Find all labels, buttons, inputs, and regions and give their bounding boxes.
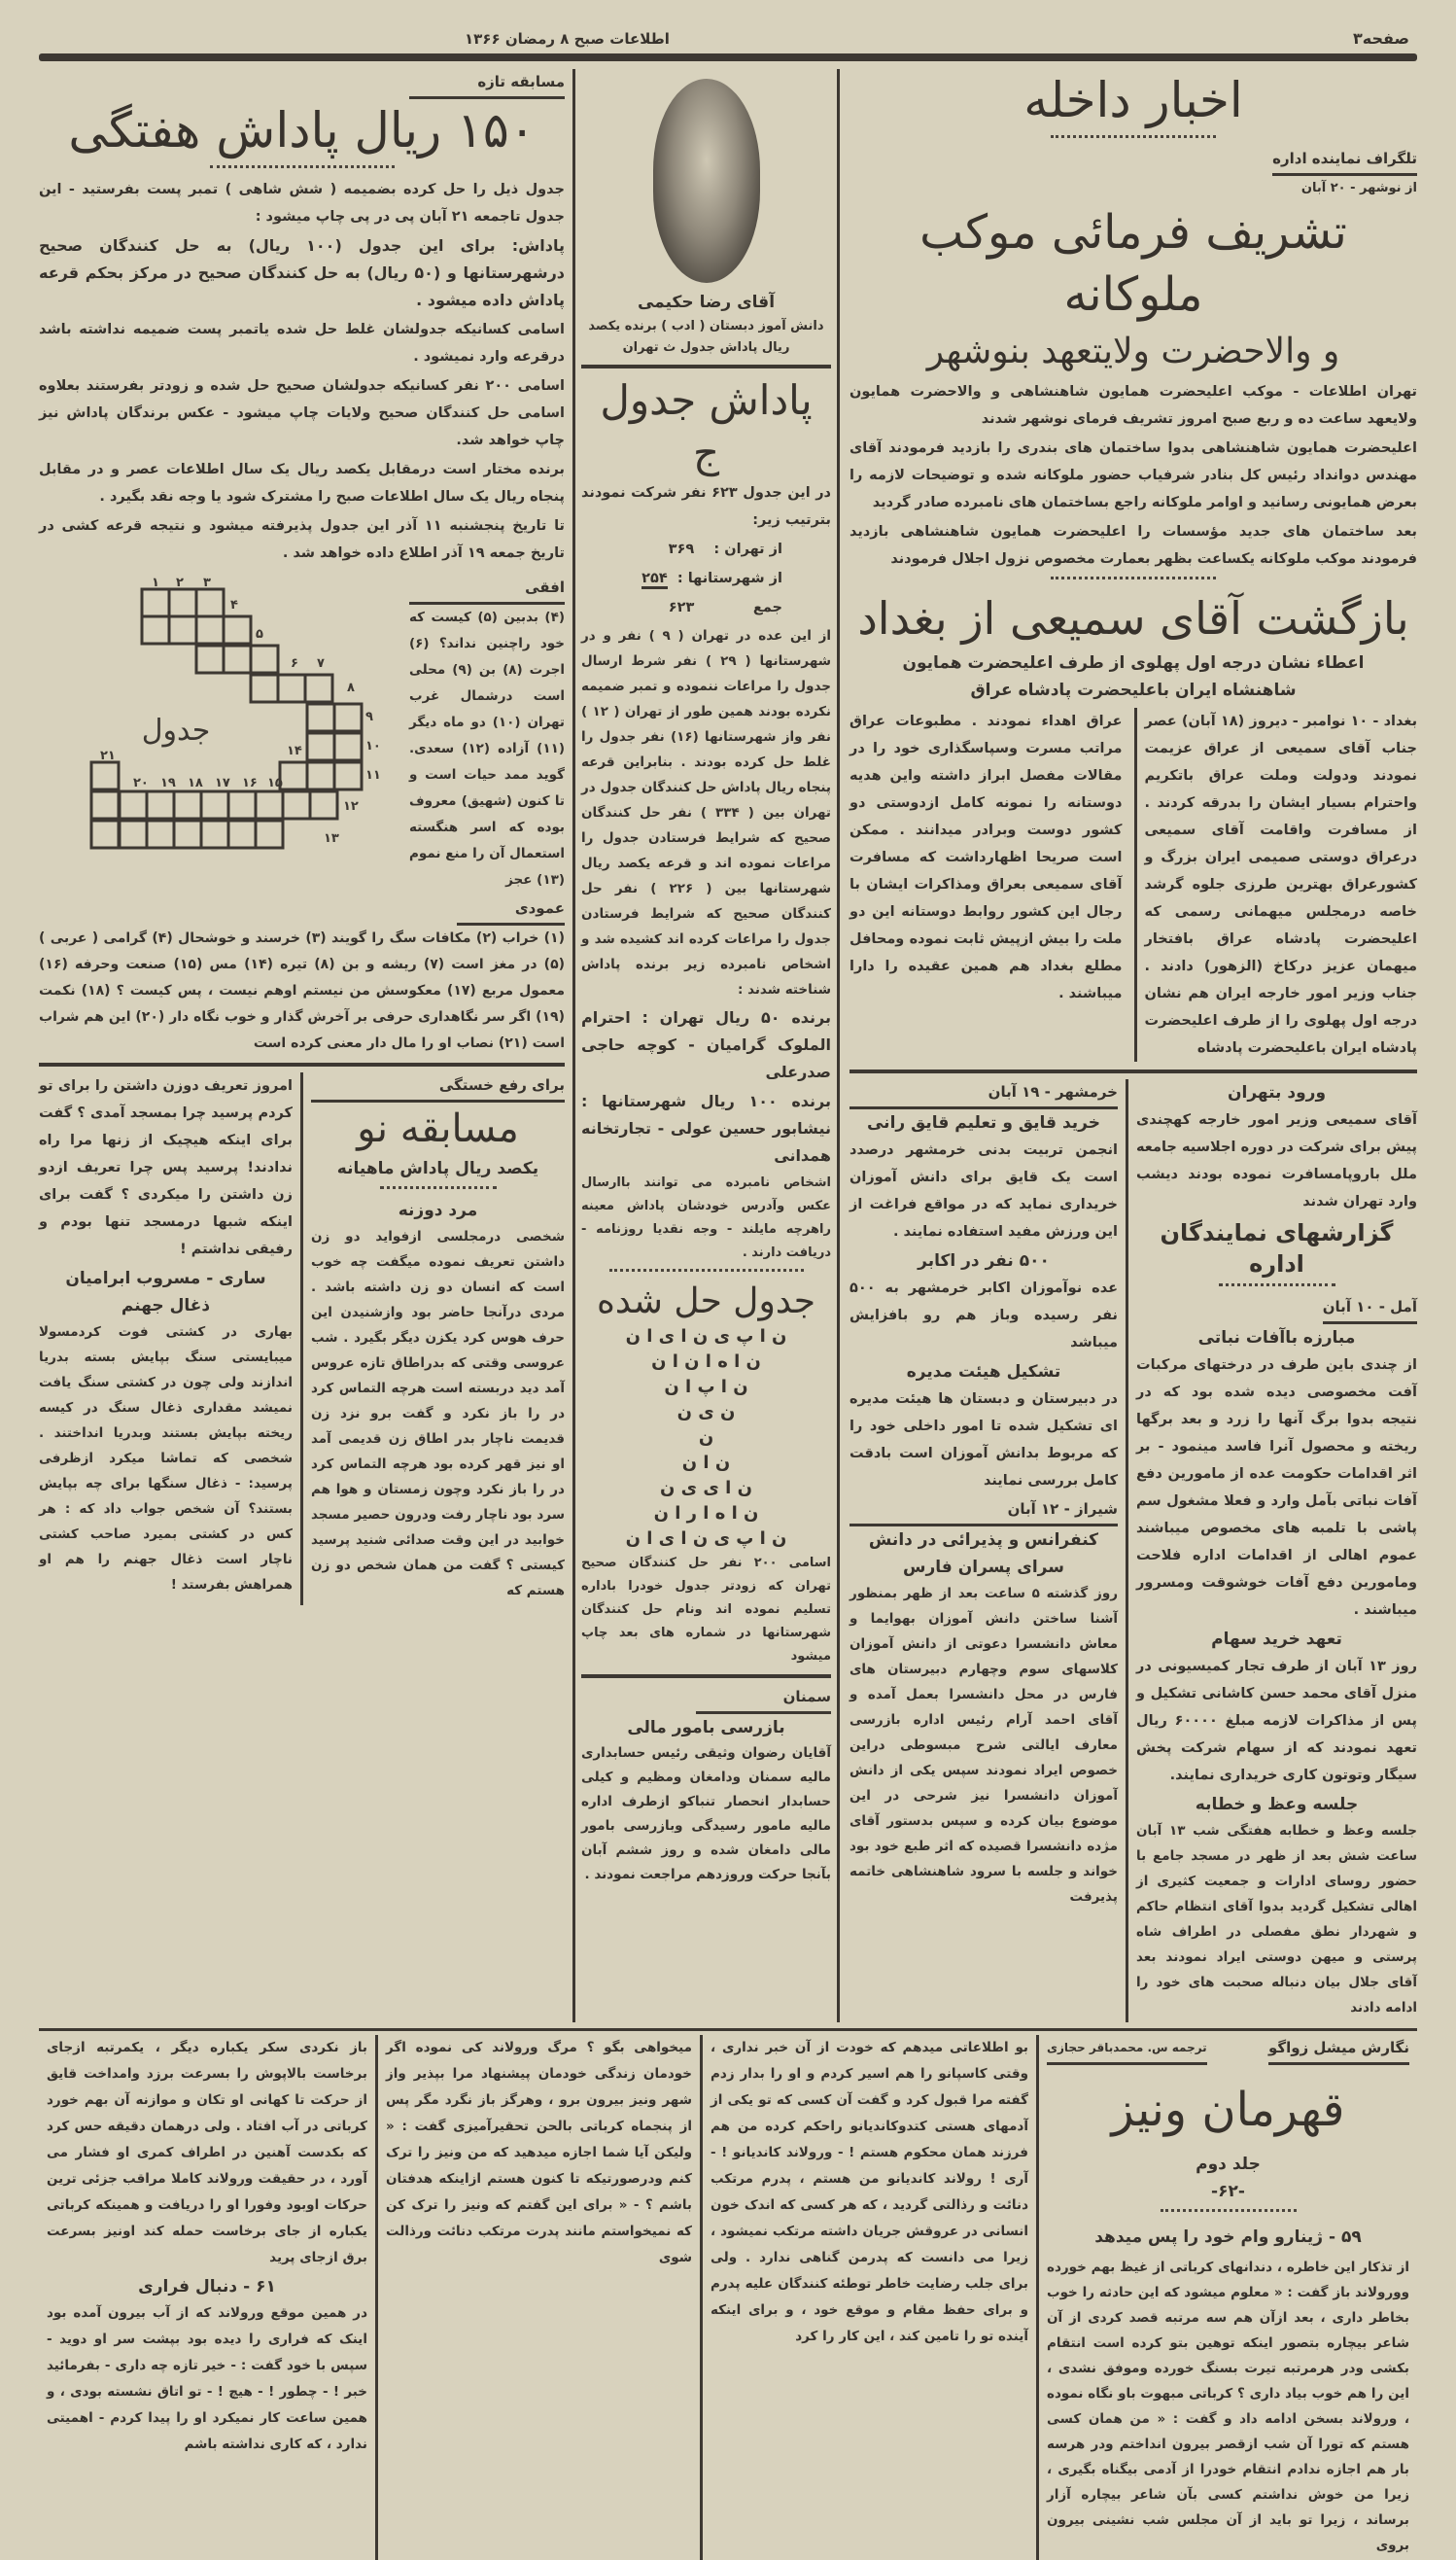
winner: برنده ۵۰ ریال تهران : احترام الملوک گرامیان - کوچه حاجی صدرعلی xyxy=(581,1008,831,1081)
photo-caption: دانش آموز دبستان ( ادب ) برنده یکصد ریال پاداش جدول ث تهران xyxy=(588,319,824,355)
reports-column xyxy=(1126,1079,1417,2022)
headline: ۵۰۰ نفر در اکابر xyxy=(918,1251,1050,1271)
dateline: از نوشهر - ۲۰ آبان xyxy=(1300,181,1417,195)
ornament-rule xyxy=(1161,2209,1297,2212)
article-column: عراق اهداء نمودند . مطبوعات عراق مراتب مسرت وسپاسگذاری خود را در مقالات مفصل ابراز داشته واین هدیه دوستانه را نمونه کامل ازدوستی دو کشور دوست وبرادر میدانند . ممکن است صریحا اظهارداشت که مسافرت آقای سمیعی بعراق ومذاکرات ایشان با رجال این کشور روابط دوستانه این دو ملت را بیش ازپیش ثابت نموده ومحافل مطلع بغداد هم همین عقیده را دارا میباشند . xyxy=(849,714,1123,1001)
provinces-column xyxy=(849,1079,1126,2022)
headline: تشریف فرمائی موکب ملوکانه xyxy=(919,205,1347,322)
crossword-cell xyxy=(142,589,169,616)
crossword-cell xyxy=(307,762,334,789)
headline: تعهد خرید سهام xyxy=(1211,1630,1342,1649)
divider xyxy=(581,1674,831,1678)
crossword-cell xyxy=(334,704,362,731)
dateline: خرمشهر - ۱۹ آبان xyxy=(849,1079,1118,1109)
new-contest xyxy=(300,1072,565,1605)
rule-paragraph: اسامی ۲۰۰ نفر کسانیکه جدولشان صحیح حل شده و زودتر بفرستند بعلاوه اسامی حل کنندگان صحیح ولایات چاپ میشود - عکس برندگان پاداش نیز چاپ خواهد شد. xyxy=(39,378,565,448)
crossword-cell xyxy=(174,821,201,848)
dateline: شیراز - ۱۲ آبان xyxy=(849,1496,1118,1526)
crossword-number: ۱۷ xyxy=(215,776,230,790)
down-title: عمودی xyxy=(39,895,565,926)
down-clues: (۱) خراب (۲) مکافات سگ را گویند (۳) خرسند و خوشحال (۴) گرامی ( عربی ) (۵) در مغز است (۷) ریشه و بن (۸) تیره (۱۴) مس (۱۵) صنعت وحرفه (۱۶) معمول مربع (۱۷) معکوسش من نیستم اوهم نیست ، پس کیست ؟ (۱۸) نکمت (۱۹) اگر سر نگاهداری حرفی بر آخرش گذار و خوب نگاه دار (۲۰) این هم شراب است (۲۱) نصاب او را مال دار معنی کرده است xyxy=(39,930,566,1051)
article-paragraph: بعد ساختمان های جدید مؤسسات را اعلیحضرت همایون شاهنشاهی بازدید فرمودند موکب ملوکانه یکساعت بظهر بعمارت مخصوص نزول اجلال فرمودند xyxy=(849,524,1417,567)
section-title: گزارشهای نمایندگان اداره xyxy=(1160,1219,1394,1278)
solution-row: ن ا ی ی ن xyxy=(660,1478,752,1498)
chapter-title: ۵۹ - ژینارو وام خود را پس میدهد xyxy=(1094,2227,1362,2247)
crossword-cell xyxy=(251,675,278,702)
author: نگارش میشل زواگو xyxy=(1268,2035,1409,2065)
kicker: برای رفع خستگی xyxy=(311,1072,565,1103)
headline: بازرسی بامور مالی xyxy=(627,1718,785,1737)
headline: مبارزه باآفات نباتی xyxy=(1197,1328,1356,1348)
serial-text: بو اطلاعاتی میدهم که خودت از آن خبر نداری ، وقتی کاسپانو را هم اسیر کردم و او را بدار زدم گفته مرا قبول کرد و گفت آن کسی که تو یکی از آدمهای هستی کتدوکاندیانو راحکم کرده من هم فرزند همان محکوم هستم ! - ورولاند کاندیانو ! - آری ! رولاند کاندیانو من هستم ، پدرم مرتکب دنائت و رذالتی گردید ، که هر کسی که اندک خون انسانی در عروقش جریان داشته مرتکب نمیشود ، زیرا می دانست که پدرمن گناهی ندارد . ولی برای جلب رضایت خاطر توطئه کنندگان علیه پدرم و برای حفظ مقام و موقع خود ، و برای اینکه آینده تو را تامین کند ، این کار را کرد xyxy=(711,2040,1028,2344)
article-paragraph: از چندی باین طرف در درختهای مرکبات آفت مخصوصی دیده شده بود که در نتیجه بدوا برگ آنها را زرد و بعد برگها ریخته و محصول آنرا فاسد مینمود - بر اثر اقدامات حکومت عده از مامورین دفع آفات نباتی بآمل وارد و فعلا مشغول سم پاشی با تلمبه های مخصوص میباشند عموم اهالی از اقدامات اداره فلاحت ومامورین دفع آفات خوشوقت ومسرور میباشند . xyxy=(1136,1357,1417,1618)
crossword-number: ۱۲ xyxy=(343,799,359,814)
headline: جدول حل شده xyxy=(596,1281,816,1321)
headline: خرید قایق و تعلیم قایق رانی xyxy=(866,1113,1101,1133)
crossword-cell xyxy=(280,762,307,789)
ornament-rule xyxy=(609,1269,804,1272)
issue-line: اطلاعات صبح ۸ رمضان ۱۳۶۶ xyxy=(465,30,670,48)
article-paragraph: روز گذشته ۵ ساعت بعد از ظهر بمنظور آشنا ساختن دانش آموزان بهوایما و معاش دانشسرا دعوتی از دانش آموزان کلاسهای سوم وچهارم دبیرستان های فارس در محل دانشسرا بعمل آمده و آقای احمد آرام رئیس اداره بازرسی معارف ایالتی شرح مبسوطی دراین خصوص ایراد نمودند سپس یکی از دانش آموزان دانشسرا نیز شرحی در این موضوع بیان کرده و سپس بدستور آقای مژده دانشسرا قصیده که اثر طبع خود بود خواند و جلسه با سرود شاهنشاهی خاتمه پذیرفت xyxy=(849,1586,1118,1905)
crossword-number: ۱۰ xyxy=(365,739,381,754)
crossword-number: ۱ xyxy=(152,576,159,590)
headline: پاداش جدول ج xyxy=(600,376,813,476)
headline: ۱۵۰ ریال پاداش هفتگی xyxy=(68,102,536,158)
dateline: آمل - ۱۰ آبان xyxy=(1136,1294,1417,1324)
ornament-rule xyxy=(1219,1283,1335,1286)
divider xyxy=(39,1063,565,1067)
solution-row: ن ا پ ی ن ا ی ا ن xyxy=(625,1326,787,1347)
sub-columns xyxy=(849,1079,1417,2022)
chapter-title: ۶۱ - دنبال فراری xyxy=(138,2277,276,2297)
article-paragraph: آقایان رضوان وثیقی رئیس حسابداری مالیه سمنان ودامغان ومظیم و کیلی حسابدار انحصار تنباکو ازطرف اداره مالیه مامور رسیدگی وبازرسی بامور مالی دامغان شده و روز ششم آبان بآنجا حرکت وروزدهم مراجعت نمودند . xyxy=(581,1745,831,1882)
article-paragraph: جلسه وعظ و خطابه هفتگی شب ۱۳ آبان ساعت شش بعد از ظهر در مسجد جامع با حضور روسای ادارات و جمعیت کثیری از اهالی تشکیل گردید بدوا آقای انتظام حاکم و شهردار نطق مفصلی در اطراف شاه پرستی و میهن دوستی ایراد نمودند بعد آقای جلال بیان دنباله صحبت های خود را ادامه دادند xyxy=(1136,1823,1417,2016)
article-paragraph: آقای سمیعی وزیر امور خارجه کهچندی پیش برای شرکت در دوره اجلاسیه جامعه ملل باروپامسافرت نموده بودند دیشب وارد تهران شدند xyxy=(1136,1112,1417,1210)
byline: ساری - مسروب ابرامیان xyxy=(65,1269,266,1288)
solution-row: ن ی ن xyxy=(676,1402,736,1422)
crossword-area xyxy=(39,575,565,895)
rule-paragraph: جدول ذیل را حل کرده بضمیمه ( شش شاهی ) تمبر پست بفرستید - این جدول تاجمعه ۲۱ آبان پی در پی چاپ میشود : xyxy=(39,182,565,225)
intro: در این جدول ۶۲۳ نفر شرکت نمودند بترتیب زیر: xyxy=(581,485,831,528)
serial-text: میخواهی بگو ؟ مرگ ورولاند کی نموده اگر خودمان زندگی خودمان پیشنهاد مرا بپذیر واز شهر ونیز بیرون برو ، وهرگز باز نگرد مگر پس از پنجماه کرباتی بالحن تحقیرآمیزی گفت : « ولیکن آیا شما اجازه میدهید که من ونیز را ترک کنم ودرصورتیکه تا کنون هستم ازاینکه هدفتان باشم ؟ - « برای این گفتم که ونیز را ترک کن که نمیخواستم مانند پدرت مرتکب دنائت ورذالت شوی xyxy=(386,2040,692,2265)
rule-paragraph: پاداش: برای این جدول (۱۰۰ ریال) به حل کنندگان صحیح درشهرستانها و (۵۰ ریال) به حل کنندگان صحیح در مرکز بحکم قرعه پاداش داده میشود . xyxy=(39,236,566,309)
kicker: مسابقه تازه xyxy=(39,69,565,99)
crossword-number: ۲ xyxy=(176,576,184,590)
crossword-number: ۱۶ xyxy=(242,776,258,790)
serial-section xyxy=(39,2028,1417,2560)
solution-row: ن xyxy=(698,1427,714,1448)
solution-row: ن ا پ ا ن xyxy=(664,1377,748,1397)
headline: ذغال جهنم xyxy=(121,1296,211,1315)
headline: تشکیل هیئت مدیره xyxy=(906,1362,1061,1382)
article-paragraph: اشخاص نامبرده می توانند باارسال عکس وآدرس خودشان پاداش معینه راهرچه مایلند - وجه نقدیا روزنامه - دریافت دارند . xyxy=(581,1175,831,1260)
ornament-rule xyxy=(210,165,395,168)
crossword-cell xyxy=(91,791,119,819)
crossword-cell xyxy=(169,616,196,644)
serial-title: قهرمان ونیز xyxy=(1111,2083,1345,2137)
crossword-number: ۱۱ xyxy=(365,768,381,783)
crossword-number: ۲۱ xyxy=(100,749,116,763)
crossword-cell xyxy=(147,821,174,848)
serial-text: در همین موقع ورولاند که از آب بیرون آمده بود اینک که فراری را دیده بود بپشت سر او دوید - سپس با خود گفت : - خیر تازه چه داری - بفرمائید خبر ! - چطور ! - هیچ ! - تو اتاق نشسته بودی ، و همین ساعت کار نمیکرد او را پیدا کردم - اهمیتی ندارد ، که کاری نداشته باشم xyxy=(47,2305,367,2452)
stat-row: از شهرستانها : ۲۵۴ xyxy=(581,565,782,592)
crossword-number: ۴ xyxy=(230,598,238,613)
story-title: مرد دوزنه xyxy=(398,1201,478,1220)
subheadline: یکصد ریال پاداش ماهیانه xyxy=(336,1159,539,1178)
crossword-cell xyxy=(228,791,256,819)
samiei-columns xyxy=(849,708,1417,1064)
crossword-number: ۹ xyxy=(365,710,373,724)
lower-left-columns xyxy=(39,1072,565,1605)
volume: جلد دوم xyxy=(1196,2155,1261,2174)
contest xyxy=(39,69,572,2022)
serial-col xyxy=(700,2035,1036,2560)
across-clues xyxy=(409,575,565,895)
dateline: سمنان xyxy=(581,1684,831,1714)
serial-text: از تذکار این خاطره ، دندانهای کرباتی از غیظ بهم خورده وورولاند باز گفت : « معلوم میشود که این حادثه را خوب بخاطر داری ، بعد ازآن هم سه مرتبه قصد کردی از آن شاعر بیچاره بتصور اینکه توهین بتو کرده است انتقام بکشی ودر هرمرتبه تیرت بسنگ خورده وموفق نشدی ، این را هم خوب بیاد داری ؟ کرباتی مبهوت باو نگاه نموده ، ورولاند بسخن ادامه داد و گفت : « من همان کسی هستم که تورا آن شب ازقصر بیرون انداختم ودر هرسه بار هم اجازه ندادم انتقام خودرا از آدمی بیگناه بگیری ، زیرا من خوش نداشتم کسی بآن شاعر بیچاره آزار برساند ، زیرا تو باید از آن مجلس شب نشینی بیرون بروی xyxy=(1047,2260,1409,2553)
crossword-cell xyxy=(334,762,362,789)
solution-row: ن ا ه ا ن ا ن xyxy=(651,1351,761,1372)
photo-name: آقای رضا حکیمی xyxy=(637,293,776,312)
crossword-cell xyxy=(278,675,305,702)
page-number: صفحه۳ xyxy=(1353,29,1409,48)
crossword-cell xyxy=(201,791,228,819)
divider xyxy=(581,365,831,368)
clues-text: (۴) بدبین (۵) کیست که خود راچنین نداند؟ (۶) اجرت (۸) بن (۹) محلی است درشمال غرب تهران (۱۰) دو ماه دیگر (۱۱) آزاده (۱۲) سعدی. گوید ممد حیات است و تا کنون (شهیق) معروف بوده که اسر هنگسته استعمال آن را منع نموم (۱۳) عجز xyxy=(409,610,565,888)
subheadline: اعطاء نشان درجه اول پهلوی از طرف اعلیحضرت همایون شاهنشاه ایران باعلیحضرت پادشاه عراق xyxy=(902,653,1365,700)
crossword-number: ۱۸ xyxy=(188,776,203,790)
crossword-cell xyxy=(196,616,224,644)
serial-title-col xyxy=(1036,2035,1417,2560)
crossword-cell xyxy=(305,675,332,702)
headline: کنفرانس و پذیرائی در دانش سرای پسران فارس xyxy=(868,1530,1099,1577)
top-section xyxy=(39,69,1417,2022)
headline: بازگشت آقای سمیعی از بغداد xyxy=(857,592,1409,645)
joke: بهاری در کشتی فوت کردمسولا میبایستی سنگ بپایش بسته بدریا اندازند ولی چون در کشتی سنگ یافت نمیشد مقداری ذغال سنگ در کیسه ریخته بپایش بستند وبدریا انداختند . شخصی که تماشا میکرد ازظرفی پرسید: - ذغال سنگها برای چه بپایش بستند؟ آن شخص جواب داد که : هر کس در کشتی بمیرد صاحب کشتی ناچار است ذغال جهنم را هم او همراهش بفرستد ! xyxy=(39,1324,293,1593)
article-paragraph: در دبیرستان و دبستان ها هیئت مدیره ای تشکیل شده تا امور داخلی خود را که مربوط بدانش آموزان است بادقت کامل بررسی نمایند xyxy=(849,1391,1118,1489)
stat-row: از تهران : ۳۶۹ xyxy=(668,542,782,557)
article-paragraph: اسامی ۲۰۰ نفر حل کنندگان صحیح تهران که زودتر جدول خودرا باداره تسلیم نموده اند ونام حل کنندگان شهرستانها در شماره های بعد چاپ میشود xyxy=(581,1556,831,1664)
article-paragraph: تهران اطلاعات - موکب اعلیحضرت همایون شاهنشاهی و والاحضرت همایون ولایعهد ساعت ده و ربع صبح امروز تشریف فرمای نوشهر شدند xyxy=(849,384,1417,427)
crossword-cell xyxy=(169,589,196,616)
crossword-number: ۳ xyxy=(203,576,211,590)
article-paragraph: اعلیحضرت همایون شاهنشاهی بدوا ساختمان های بندری را بازدید فرمودند آقای مهندس دوانداد رئیس کل بنادر شرفیاب حضور ملوکانه شده و توضیحات لازمه را بعرض همایونی رسانید و اوامر ملوکانه راجع بساختمان های نامبرده صادر گردید xyxy=(849,440,1417,510)
ornament-rule xyxy=(1051,577,1216,579)
headline: ورود بتهران xyxy=(1227,1083,1327,1103)
crossword-cell xyxy=(174,791,201,819)
crossword-cell xyxy=(120,791,147,819)
serial-credits xyxy=(1047,2035,1409,2065)
crossword-cell xyxy=(256,821,283,848)
jokes-column xyxy=(39,1072,300,1605)
crossword-grid xyxy=(69,575,399,866)
headline: جلسه وعظ و خطابه xyxy=(1195,1795,1359,1814)
ornament-rule xyxy=(1051,135,1216,138)
episode: -۶۲- xyxy=(1211,2182,1245,2201)
stat-total: جمع ۶۲۳ xyxy=(668,600,782,615)
prize-column xyxy=(572,69,837,2022)
solution-row: ن ا پ ی ن ا ی ا ن xyxy=(625,1528,787,1549)
crossword-cell xyxy=(256,791,283,819)
divider xyxy=(849,1070,1417,1073)
crossword-number: ۷ xyxy=(317,656,325,671)
crossword-number: ۸ xyxy=(347,681,355,695)
crossword-cell xyxy=(201,821,228,848)
stats xyxy=(581,536,831,621)
story-text: شخصی درمجلسی ازفواید دو زن داشتن تعریف نموده میگفت چه خوب است که انسان دو زن داشته باشد . مردی درآنجا حاضر بود وازشنیدن این حرف هوس کرد یکزن دیگر بگیرد . شب عروسی وقتی که بدراطاق تازه عروس آمد دید دربسته است هرچه التماس کرد در را باز نکرد و گفت برو نزد زن قدیمت ناچار بدر اطاق زن قدیمی آمد او نیز قهر کرده بود هرچه التماس کرد در را باز نکرد وچون زمستان و هوا هم سرد بود ناچار رفت ودرون حصیر مسجد خوابید در این وقت صدائی شنید پرسید کیستی ؟ گفت من همان شخص دو زن هستم که xyxy=(311,1229,565,1598)
across-title: افقی xyxy=(409,575,565,605)
article-paragraph: انجمن تربیت بدنی خرمشهر درصدد است یک قایق برای دانش آموزان خریداری نماید که در مواقع فراغت از این ورزش مفید استفاده نمایند . xyxy=(849,1142,1118,1240)
section-title: اخبار داخله xyxy=(1023,72,1243,128)
subheadline: و والاحضرت ولایتعهد بنوشهر xyxy=(926,332,1340,371)
domestic-news xyxy=(837,69,1417,2022)
ornament-rule xyxy=(380,1186,497,1189)
crossword-cell xyxy=(307,733,334,760)
joke: امروز تعریف دوزن داشتن را برای تو کردم پرسید چرا بمسجد آمدی ؟ گفت برای اینکه هیچیک از زنها مرا راه ندادند! پرسید پس چرا تعریف ازدو زن داشتن را میکردی ؟ گفت برای اینکه شبها درمسجد تنها بودم و رفیقی نداشتم ! xyxy=(39,1078,293,1257)
headline: مسابقه نو xyxy=(357,1106,519,1151)
crossword-cell xyxy=(251,646,278,673)
crossword-number: ۱۵ xyxy=(267,776,283,790)
crossword-cell xyxy=(224,646,251,673)
telegraph-label: تلگراف نماینده اداره xyxy=(849,146,1417,176)
grid-label: جدول xyxy=(141,714,211,748)
crossword-cell xyxy=(334,733,362,760)
crossword-cell xyxy=(283,791,310,819)
solution-row: ن ا ه ا ر ا ن xyxy=(653,1503,759,1524)
crossword-cell xyxy=(142,616,169,644)
masthead-rule xyxy=(39,53,1417,61)
serial-col xyxy=(375,2035,700,2560)
masthead xyxy=(39,29,1417,48)
crossword-cell xyxy=(91,762,119,789)
rule-paragraph: اسامی کسانیکه جدولشان غلط حل شده یاتمبر پست ضمیمه نداشته باشد درقرعه وارد نمیشود . xyxy=(39,322,565,365)
winner: برنده ۱۰۰ ریال شهرستانها : نیشابور حسین عولی - تجارتخانه همدانی xyxy=(581,1092,831,1165)
article-paragraph: از این عده در تهران ( ۹ ) نفر و در شهرستانها ( ۲۹ ) نفر شرط ارسال جدول را مراعات ننموده و تمبر ضمیمه نکرده بودند همین طور از تهران ( ۱۲ ) نفر واز شهرستانها (۱۶) نفر جدول را غلط حل کرده بودند . بنابراین قرعه پنجاه ریال پاداش حل کنندگان جدول در تهران بین ( ۳۳۴ ) نفر حل کنندگان صحیح که شرایط فرستادن جدول را مراعات نموده اند و قرعه یکصد ریال شهرستانها بین ( ۲۲۶ ) نفر حل کنندگان صحیح که شرایط فرستادن جدول را مراعات کرده اند کشیده شد و اشخاص نامبرده زیر برنده پاداش شناخته شدند : xyxy=(581,628,832,998)
crossword-cell xyxy=(196,589,224,616)
portrait-photo xyxy=(653,79,760,283)
crossword-cell xyxy=(224,616,251,644)
rule-paragraph: برنده مختار است درمقابل یکصد ریال یک سال اطلاعات عصر و در مقابل پنجاه ریال یک سال اطلاعات صبح را مشترک شود یا وجه نقد بگیرد . xyxy=(39,462,565,505)
crossword-number: ۱۳ xyxy=(324,831,339,846)
crossword-cell xyxy=(120,821,147,848)
crossword-cell xyxy=(310,791,337,819)
crossword-cell xyxy=(91,821,119,848)
crossword-number: ۲۰ xyxy=(133,776,149,790)
crossword-number: ۱۴ xyxy=(287,744,302,758)
article-paragraph: عده نوآموزان اکابر خرمشهر به ۵۰۰ نفر رسیده وباز هم رو بافزایش میباشد xyxy=(849,1280,1118,1350)
crossword-cell xyxy=(228,821,256,848)
rule-paragraph: تا تاریخ پنجشنبه ۱۱ آذر این جدول پذیرفته میشود و نتیجه قرعه کشی در تاریخ جمعه ۱۹ آذر اطلاع داده خواهد شد . xyxy=(39,518,565,561)
serial-col-left xyxy=(39,2035,375,2560)
solution-row: ن ا ن xyxy=(681,1453,731,1473)
crossword-number: ۵ xyxy=(256,627,263,642)
crossword-cell xyxy=(147,791,174,819)
translator: ترجمه س. محمدباقر حجازی xyxy=(1047,2035,1207,2065)
article-paragraph: روز ۱۳ آبان از طرف تجار کمیسیونی در منزل آقای محمد حسن کاشانی تشکیل و پس از مذاکرات لازمه مبلغ ۶۰۰۰۰ ریال تعهد نمودند که از سهام شرکت پخش سیگار وتوتون کاری خریداری نمایند. xyxy=(1136,1659,1417,1783)
crossword-cell xyxy=(196,646,224,673)
newspaper-page xyxy=(39,0,1417,2560)
crossword-cell xyxy=(307,704,334,731)
serial-text: باز نکردی سکر یکباره دیگر ، یکمرتبه ازجای برخاست بالاپوش را بسرعت برزد وامداخت قایق از حرکت تا کهانی او تکان و موازنه آن بهم خورد کرباتی در آب افتاد . ولی درهمان دقیقه حس کرد که بکدست آهنین در اطراف کمری او فشار می آورد ، در حقیقت ورولاند کاملا مراقب جزئی ترین حرکات اوبود وفورا او را دریافت و همینکه کرباتی یکباره از جای برخاست حمله کند اونیز بسرعت برق ازجای پرید xyxy=(47,2040,367,2265)
crossword-number: ۶ xyxy=(291,656,298,671)
article-column: بغداد - ۱۰ نوامبر - دیروز (۱۸ آبان) عصر جناب آقای سمیعی از عراق عزیمت نمودند ودولت وملت عراق باتکریم واحترام بسیار ایشان را بدرقه کردند . از مسافرت واقامت آقای سمیعی درعراق دوستی صمیمی ایران بزرگ و کشورعراق بهترین طرزی جلوه گرشد خاصه درمجلس میهمانی رسمی که اعلیحضرت پادشاه عراق بافتخار میهمان عزیز درکاخ (الزهور) دادند . جناب وزیر امور خارجه ایران هم نشان درجه اول پهلوی را از طرف اعلیحضرت پادشاه ایران باعلیحضرت پادشاه xyxy=(1134,708,1418,1062)
crossword-number: ۱۹ xyxy=(160,776,176,790)
